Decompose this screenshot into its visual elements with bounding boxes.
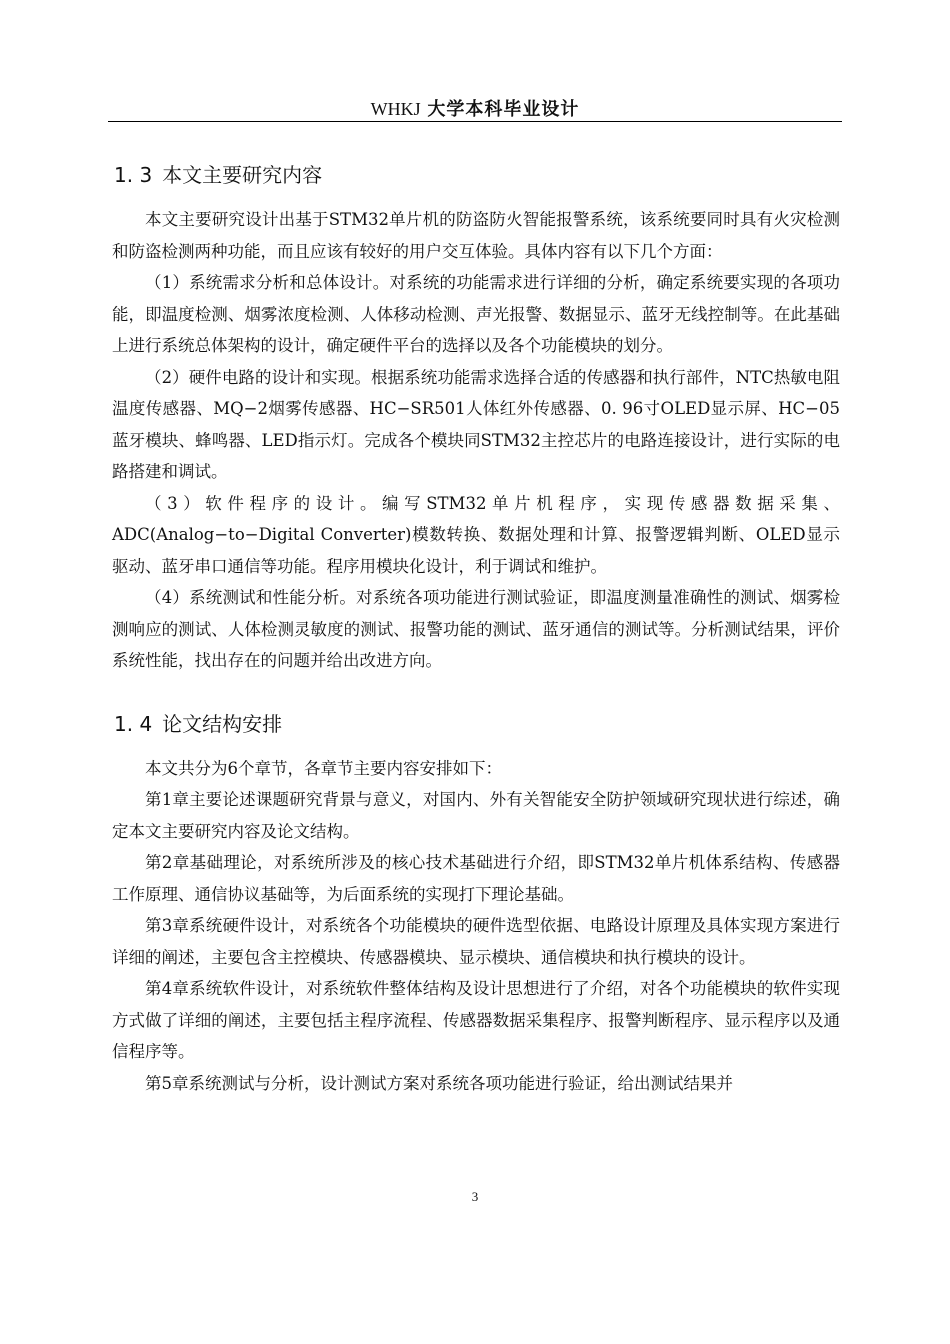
- paragraph-chapter-2: 第2章基础理论，对系统所涉及的核心技术基础进行介绍，即STM32单片机体系结构、传感器工作原理、通信协议基础等，为后面系统的实现打下理论基础。: [112, 853, 840, 904]
- paragraph-item-1: （1）系统需求分析和总体设计。对系统的功能需求进行详细的分析，确定系统要实现的各项功能，即温度检测、烟雾浓度检测、人体移动检测、声光报警、数据显示、蓝牙无线控制等。在此基础上进行系统总体架构的设计，确定硬件平台的选择以及各个功能模块的划分。: [112, 273, 840, 355]
- paragraph-item-2: （2）硬件电路的设计和实现。根据系统功能需求选择合适的传感器和执行部件，NTC热敏电阻温度传感器、MQ−2烟雾传感器、HC−SR501人体红外传感器、0. 96寸OLED显示屏、HC−05蓝牙模块、蜂鸣器、LED指示灯。完成各个模块同STM32主控芯片的电路连接设计，进行实际的电路搭建和调试。: [112, 367, 840, 481]
- section-heading-1-3: [114, 160, 840, 190]
- header-rule: [108, 121, 842, 122]
- paragraph-item-3: （3）软件程序的设计。编写STM32单片机程序，实现传感器数据采集、ADC(Analog−to−Digital Converter)模数转换、数据处理和计算、报警逻辑判断、OLED显示驱动、蓝牙串口通信等功能。程序用模块化设计，利于调试和维护。: [112, 493, 840, 576]
- section-heading-1-4: [114, 709, 840, 739]
- paragraph-chapter-3: 第3章系统硬件设计，对系统各个功能模块的硬件选型依据、电路设计原理及具体实现方案进行详细的阐述，主要包含主控模块、传感器模块、显示模块、通信模块和执行模块的设计。: [112, 916, 840, 967]
- header-university-title: 大学本科毕业设计: [427, 99, 580, 120]
- paragraph-item-4: （4）系统测试和性能分析。对系统各项功能进行测试验证，即温度测量准确性的测试、烟雾检测响应的测试、人体检测灵敏度的测试、报警功能的测试、蓝牙通信的测试等。分析测试结果，评价系统性能，找出存在的问题并给出改进方向。: [112, 588, 840, 670]
- page-number: 3: [471, 1189, 479, 1204]
- section-number: 1. 3: [114, 163, 153, 187]
- paragraph-chapter-5: 第5章系统测试与分析，设计测试方案对系统各项功能进行验证，给出测试结果并: [145, 1073, 733, 1093]
- paragraph-intro: 本文主要研究设计出基于STM32单片机的防盗防火智能报警系统，该系统要同时具有火灾检测和防盗检测两种功能，而且应该有较好的用户交互体验。具体内容有以下几个方面：: [112, 210, 840, 261]
- header-brand: WHKJ: [370, 99, 421, 119]
- section-number: 1. 4: [114, 711, 153, 736]
- section-title: 论文结构安排: [162, 711, 283, 736]
- document-body: [112, 160, 840, 1099]
- paragraph-chapter-1: 第1章主要论述课题研究背景与意义，对国内、外有关智能安全防护领域研究现状进行综述，确定本文主要研究内容及论文结构。: [112, 790, 840, 841]
- page-header: [108, 96, 842, 122]
- section-title: 本文主要研究内容: [162, 163, 323, 187]
- paragraph-chapter-4: 第4章系统软件设计，对系统软件整体结构及设计思想进行了介绍，对各个功能模块的软件实现方式做了详细的阐述，主要包括主程序流程、传感器数据采集程序、报警判断程序、显示程序以及通信程序等。: [112, 979, 840, 1061]
- section-spacer: [112, 677, 840, 709]
- paragraph-overview: 本文共分为6个章节，各章节主要内容安排如下：: [145, 758, 502, 778]
